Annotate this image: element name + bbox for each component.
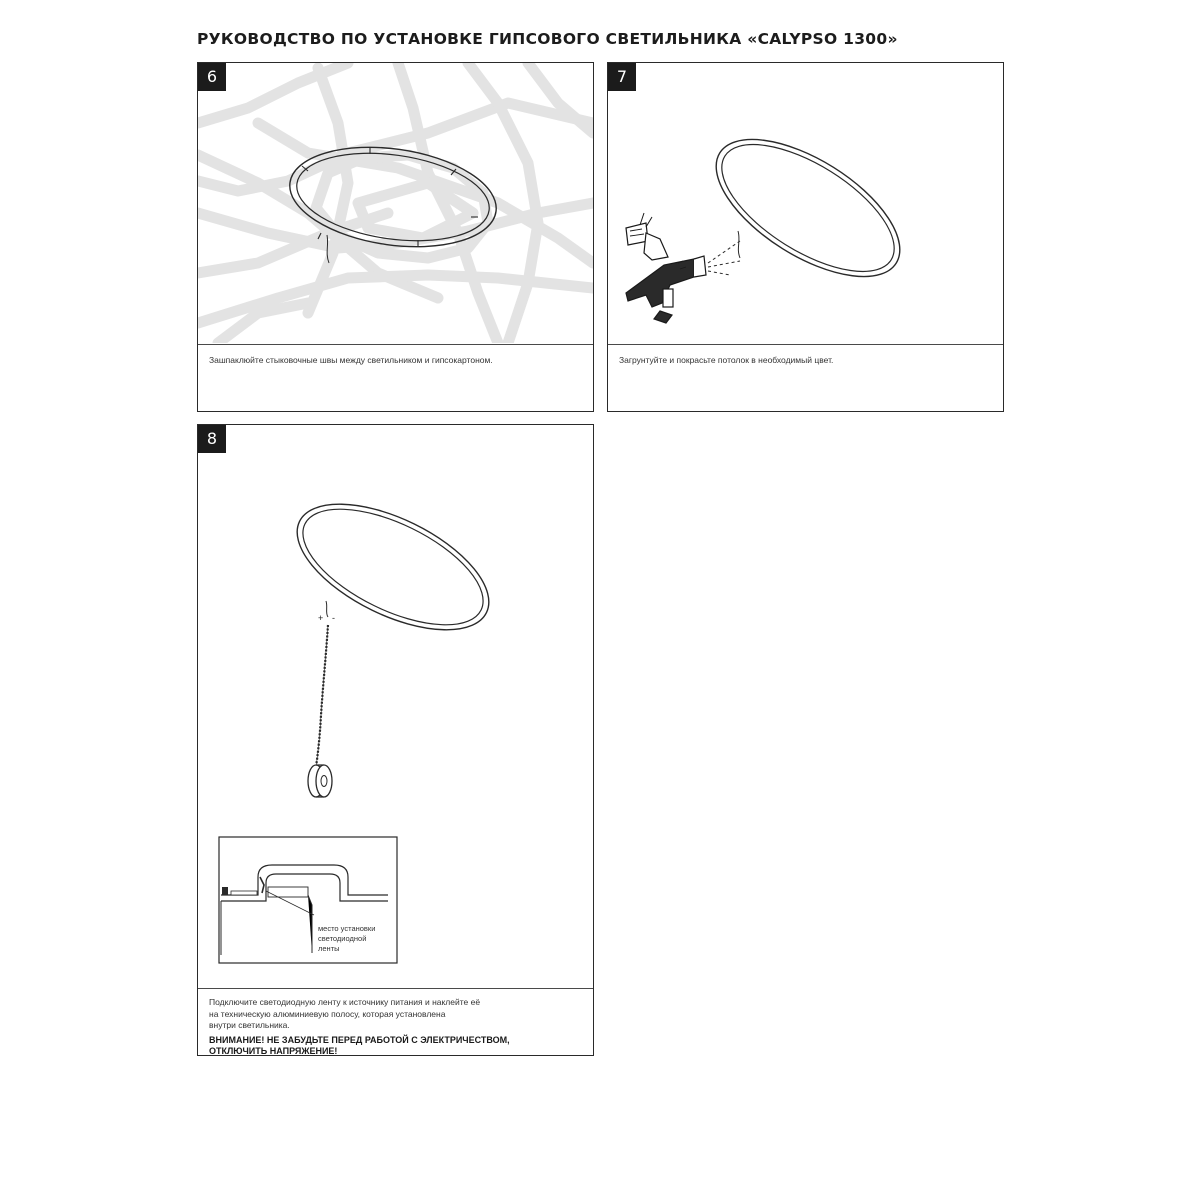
step-8-panel	[197, 424, 594, 1056]
polarity-plus: +	[318, 613, 324, 623]
step-7-caption-row	[608, 344, 1003, 412]
step-6-illustration	[198, 63, 593, 343]
document-title: РУКОВОДСТВО ПО УСТАНОВКЕ ГИПСОВОГО СВЕТИЛЬНИКА «CALYPSO 1300»	[197, 30, 898, 48]
step-6-caption: Зашпаклюйте стыковочные швы между светильником и гипсокартоном.	[209, 355, 493, 365]
step-8-caption	[209, 997, 583, 1058]
step-8-number: 8	[198, 425, 226, 453]
detail-label-line3: ленты	[318, 944, 340, 953]
step-6-caption-row	[198, 344, 593, 412]
led-strip-reel-icon	[308, 765, 332, 797]
step-8-caption-row	[198, 988, 593, 1056]
step-8-caption-line1: Подключите светодиодную ленту к источнику питания и наклейте её	[209, 997, 481, 1007]
step-8-warning-line1: ВНИМАНИЕ! НЕ ЗАБУДЬТЕ ПЕРЕД РАБОТОЙ С ЭЛЕКТРИЧЕСТВОМ,	[209, 1034, 510, 1045]
luminaire-ring-inner	[286, 485, 500, 648]
step-7-illustration	[608, 63, 1003, 343]
detail-label-line1: место установки	[318, 924, 376, 933]
luminaire-ring-inner	[702, 120, 914, 297]
step-8-warning-line2: ОТКЛЮЧИТЬ НАПРЯЖЕНИЕ!	[209, 1046, 338, 1056]
detail-label-line2: светодиодной	[318, 934, 367, 943]
step-7-number: 7	[608, 63, 636, 91]
power-wire	[738, 231, 740, 258]
step-7-panel	[607, 62, 1004, 412]
luminaire-ring-outer	[278, 478, 507, 655]
step-6-panel	[197, 62, 594, 412]
profile-detail-box	[219, 837, 397, 963]
spray-gun-icon	[626, 213, 706, 323]
step-8-caption-line2: на техническую алюминиевую полосу, которая установлена	[209, 1008, 446, 1019]
spray-stream	[708, 241, 740, 275]
step-6-number: 6	[198, 63, 226, 91]
polarity-minus: -	[332, 613, 335, 623]
step-8-caption-line3: внутри светильника.	[209, 1020, 290, 1030]
joint-tape-pattern	[198, 63, 593, 343]
step-7-caption: Загрунтуйте и покрасьте потолок в необходимый цвет.	[619, 355, 834, 365]
led-wire	[326, 601, 328, 617]
step-8-warning	[209, 1035, 583, 1058]
step-8-illustration	[198, 425, 593, 987]
